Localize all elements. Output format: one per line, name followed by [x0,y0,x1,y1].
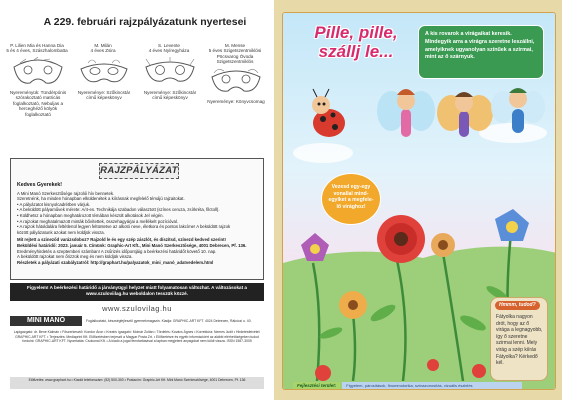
winner-3-name [138,43,200,54]
winner-name: S. Levente [158,43,180,48]
right-page [274,0,562,400]
contest-line: • A rajzokat meghatalmazott minták bővítettek, összehagyárjai a mellékelt pozícióval. [17,218,179,224]
contest-deadline: Beküldési határidő: 2023. január 5. Címünk: Graphic-Art Kft., Mini Manó Szerkesztősége, 4001 Debrecen, Pf. 136. [17,242,247,248]
contest-note: A beküldött rajzokat nem őrizzük meg és nem küldjük vissza. [17,254,133,260]
ladybug [312,89,345,137]
winner-name: M. Mense [224,43,246,48]
imprint-body: Lapigazgató: dr. Bene Kálmán • Főszerkesztő: Kondor Áron • Kreatív igazgató: Molnár Zoltán • Tördelés: Kovács Ágnes • Korrektúra: Nemes Judit • Hirdetésfelvétel: GRAPHIC-ART KFT. • Terjesztés: Mediaprint Kft. Előfizetésben terjeszti a Magyar Posta Zrt. • Előfizetésre és egyéb információért az alábbi elérhetőségeken tudod fordulni: GRAPHIC-ART KFT. Nyomtatás: Csokonai Kft. • A kiadó a jogai fenntartásával a lapban megjelent anyagokat nem küldi vissza. ISSN 1587-3005 [13,330,261,344]
winner-1-prize: Nyereményük: Tündérpónis szórakoztató matricás foglalkoztató, Nebuljas a herceghéző kölyök foglalkoztató [9,90,67,117]
winner-info: 4 éves Zsira [90,48,116,54]
imprint-brand: MINI MANÓ [10,316,82,326]
did-you-know-tag: Hmmm, tudod? [495,301,540,310]
imprint-subtitle: Foglalkoztató, készségfejlesztő gyermekmagazin. Kiadja: GRAPHIC-ART KFT. 4024 Debrecen, Rákóczi u. 40. [86,319,252,323]
contest-line: • A pályázatot kisnyolcadrétben várjuk. [17,201,91,207]
winner-1-name [6,43,68,54]
contest-header: RAJZPÁLYÁZAT [99,163,179,179]
contest-line: Szeretnénk, ha minden hónapban elküldenétek a kiírásnak megfelelő témájú rajzaitokat. [17,196,185,202]
red-flower [377,215,425,263]
contest-line: • A rajzok hátoldalára feltétlenül legyen feltüntetve az alkotó neve, életkora és pontos lakcíme! A beküldött rajzok [17,224,231,230]
winner-4-name [204,43,266,65]
contest-greeting: Kedves Gyerekek! [17,182,62,188]
page-footer [283,381,556,390]
dev-area-label: Fejlesztési terület: [293,382,340,390]
contest-body [17,183,257,265]
winner-3-prize: Nyereménye: Szőkincstár című képeskönyv [143,90,197,101]
contest-line: • A beküldött pályaművek mérete: A/4-es. Technikája szabadon választott (színes ceruza, zsírkréta, filctoll). [17,207,220,213]
contest-theme: Mit rejtett a szineződ varázsdoboz? Rajzold le és egy szép zászlót, és díszítsd, színezd kedved szerint! [17,237,226,243]
contest-line: • Küldhetsz a hónapban meghatározott témában készült alkotások Jel végén. [17,212,164,218]
mask-drawing-3 [144,57,196,89]
winner-info: 4 éves Nyíregyháza [148,48,190,54]
notice-bar: Figyelem! A beérkezési határidő a járványügyi helyzet miatt folyamatosan változhat. A változásokat a www.szuloviilag.hu weboldalon tesszük közzé. [10,283,264,301]
did-you-know-box [490,297,548,381]
winners-grid [6,43,268,163]
left-page [0,0,274,400]
instruction-bubble: Vezesd egy-egy vonallal mind-egyiket a megfele-lő virághoz! [321,173,381,225]
contest-privacy: Részletek a pályázati szabályzatról: http://graphart.hu/palyazatok_mini_manó_adatvedelem.html [17,259,214,265]
fairy-butterfly-1 [377,89,435,137]
winner-info: 5 éves Szigetszentmiklósi Pöcsvarog Óvoda Szigetszentmiklós [208,48,262,65]
winner-name: P. Lilien Mia és Hanna Dia [10,43,64,48]
contest-results: Eredményhirdetés a szeptemberi számban! A zsűrizés időpontjáig a beérkezési határidőt követő 10. nap. [17,248,217,254]
intro-box: A kis rovarok a virágaikat keresik. Mindegyik arra a virágra szeretne leszállni, amelyiknek ugyanolyan színűek a szirmai, mint az ő szárnyuk. [418,25,544,79]
website-link[interactable]: www.szulovilag.hu [102,304,172,313]
mask-drawing-4 [210,67,262,97]
activity-title: Pille, pille, szállj le... [314,23,398,61]
mask-drawing-2 [78,57,130,89]
winner-4-prize: Nyereménye: Könyvcsomag [207,99,265,104]
imprint-header [10,316,264,326]
contest-line: között pályázatunk azokat nem küldjük vissza. [17,229,105,235]
winner-info: 5 és 4 éves, Szászhalombatta [6,48,68,54]
winner-2-prize: Nyereménye: Szőkincstár című képeskönyv [77,90,131,101]
drawing-contest-box [10,158,264,280]
mask-drawing-1 [12,57,64,89]
winners-title: A 229. februári rajzpályázatunk nyertesei [43,16,247,28]
winner-2-name [72,43,134,54]
activity-page [282,12,556,390]
imprint-footer: Előfizetés: www.graphart.hu • Kiadói telefonszám: (52) 500-300 • Postacím: Graphic-Art Kft. Mini Manó Szerkesztősége, 4001 Debrecen, Pf. 136 [10,377,264,389]
dev-area-text: Figyelem, párosítások, finommotorika, színazonosítás, vizuális észlelés [342,382,522,390]
did-you-know-text: Fátyolka nagyon drót, hogy az ő virága a legnagyobb, így ő szeretne szirmai lenni. Mely virág a szép kiírás Fátyolka? Kérkedő kél. [496,314,543,367]
winner-name: M. Milán [94,43,112,48]
contest-line: A Mini Manó Szerkesztősége rajzolói hív bennetek. [17,190,115,196]
